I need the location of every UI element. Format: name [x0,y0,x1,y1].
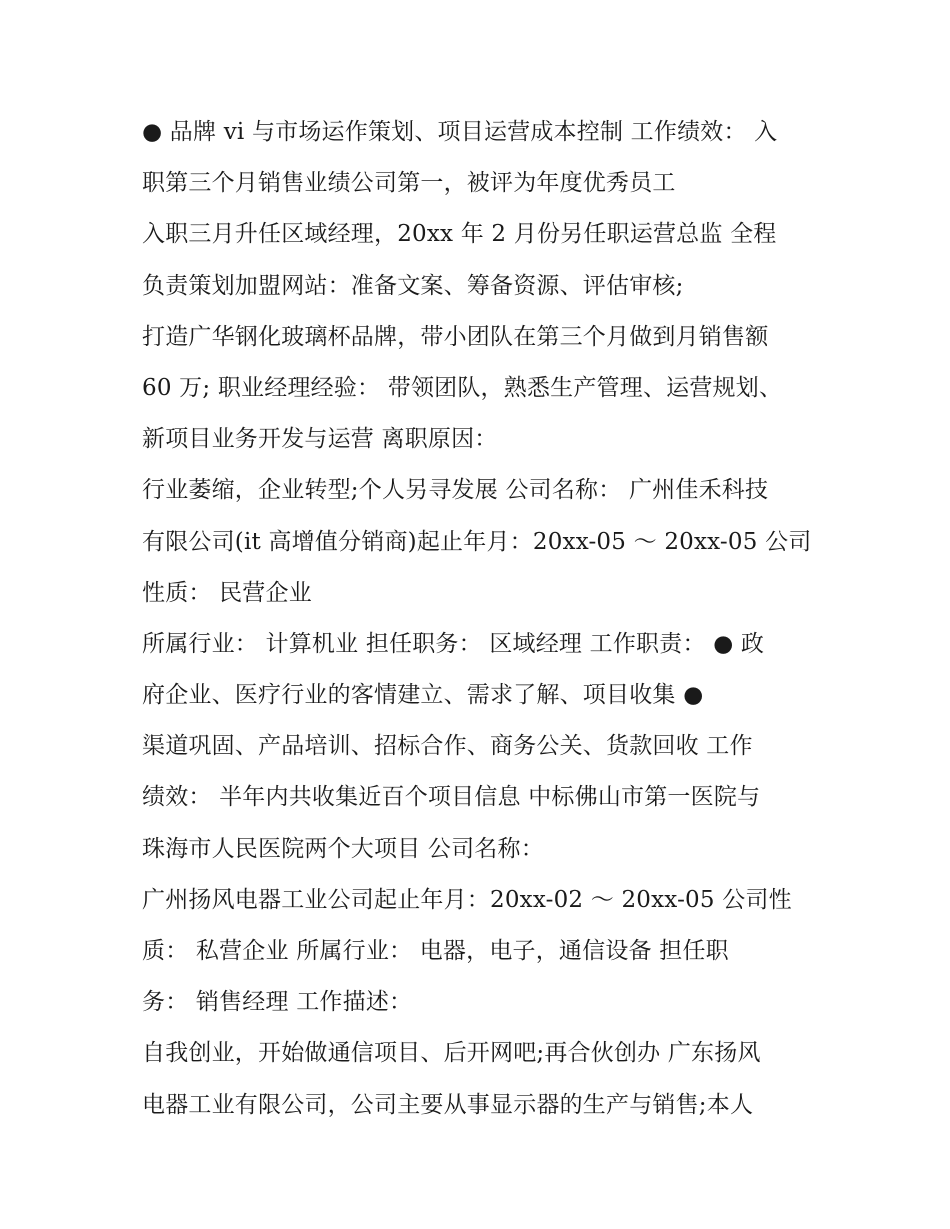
text-line: 性质： 民营企业 [142,579,312,606]
text-line: 府企业、医疗行业的客情建立、需求了解、项目收集 ● [142,682,704,709]
text-line: 所属行业： 计算机业 担任职务： 区域经理 工作职责： ● 政 [142,630,765,657]
text-line: 打造广华钢化玻璃杯品牌，带小团队在第三个月做到月销售额 [142,323,769,350]
text-line: 珠海市人民医院两个大项目 公司名称： [142,835,544,862]
text-line: 行业萎缩，企业转型;个人另寻发展 公司名称： 广州佳禾科技 [142,477,769,504]
body-text [142,107,822,1131]
text-line: 负责策划加盟网站：准备文案、筹备资源、评估审核; [142,272,684,299]
text-line: 渠道巩固、产品培训、招标合作、商务公关、货款回收 工作 [142,733,753,760]
text-line: 务： 销售经理 工作描述： [142,989,413,1016]
text-line: 广州扬风电器工业公司起止年月：20xx-02 ～ 20xx-05 公司性 [142,886,792,913]
text-line: 60 万; 职业经理经验： 带领团队，熟悉生产管理、运营规划、 [142,374,783,401]
text-line: ● 品牌 vi 与市场运作策划、项目运营成本控制 工作绩效： 入 [142,119,778,145]
text-line: 职第三个月销售业绩公司第一，被评为年度优秀员工 [142,170,676,197]
text-line: 入职三月升任区域经理，20xx 年 2 月份另任职运营总监 全程 [142,221,777,248]
text-line: 质： 私营企业 所属行业： 电器，电子，通信设备 担任职 [142,938,729,964]
text-line: 绩效： 半年内共收集近百个项目信息 中标佛山市第一医院与 [142,784,761,811]
text-line: 自我创业，开始做通信项目、后开网吧;再合伙创办 广东扬风 [142,1040,761,1067]
text-line: 电器工业有限公司，公司主要从事显示器的生产与销售;本人 [142,1091,754,1118]
text-line: 有限公司(it 高增值分销商)起止年月：20xx-05 ～ 20xx-05 公司 [142,528,812,555]
text-line: 新项目业务开发与运营 离职原因： [142,426,498,453]
